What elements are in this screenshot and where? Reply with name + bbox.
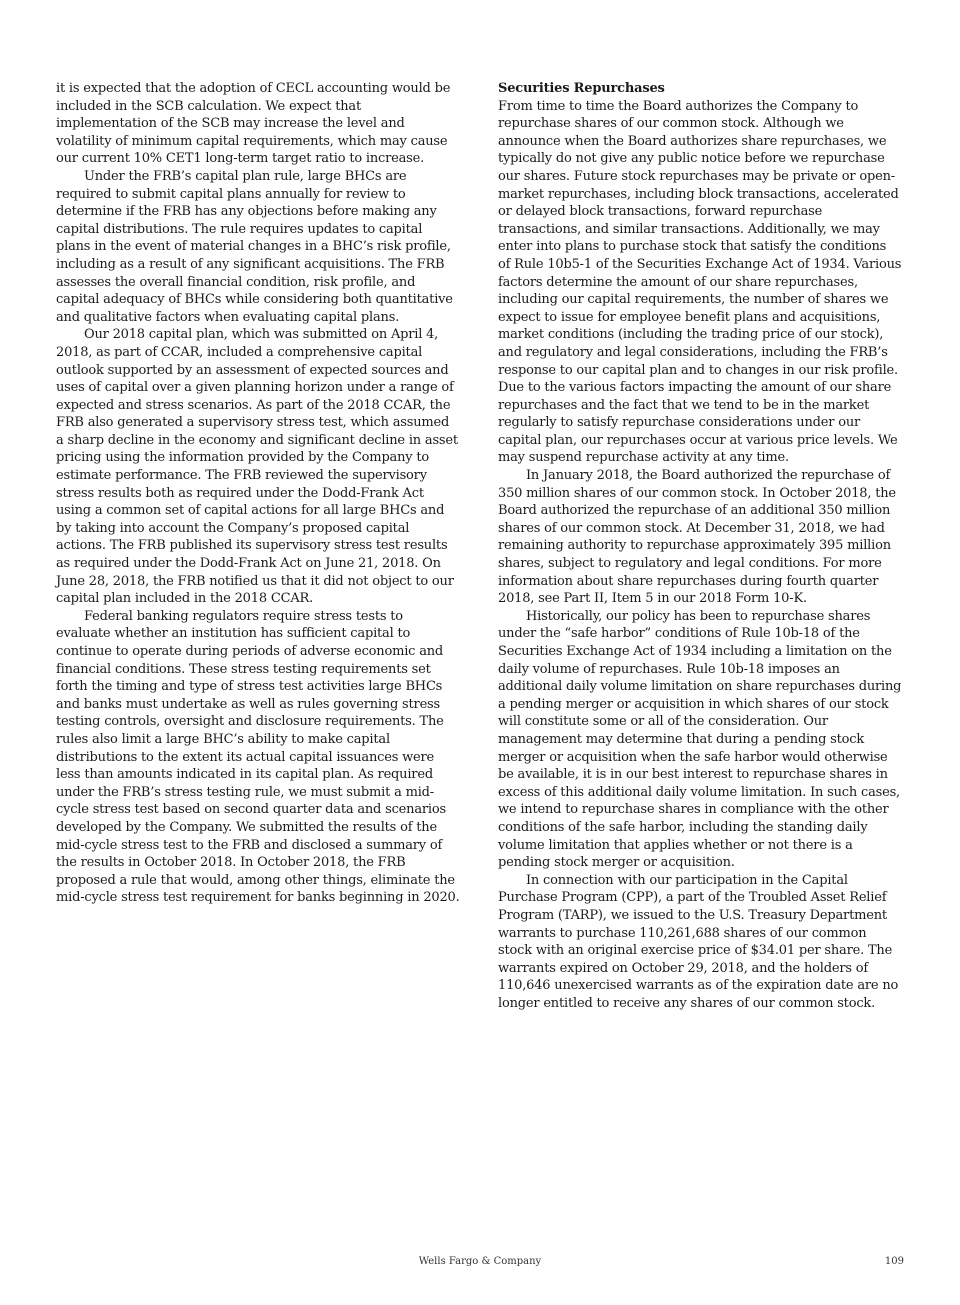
right-paragraph-3: Historically, our policy has been to repurchase shares under the “safe harbor” conditions of Rule 10b-18 of the Securities Exchange Act of 1934 including a limitation on the daily volume of repurchases. Rule 10b-18 imposes an additional daily volume limitation on share repurchases during a pending merger or acquisition in which shares of our stock will constitute some or all of the consideration. Our management may determine that during a pending stock merger or acquisition when the safe harbor would otherwise be available, it is in our best interest to repurchase shares in excess of this additional daily volume limitation. In such cases, we intend to repurchase shares in compliance with the other conditions of the safe harbor, including the standing daily volume limitation that applies whether or not there is a pending stock merger or acquisition. [498,608,902,871]
right-paragraph-2: In January 2018, the Board authorized the repurchase of 350 million shares of our common stock. In October 2018, the Board authorized the repurchase of an additional 350 million shares of our common stock. At December 31, 2018, we had remaining authority to repurchase approximately 395 million shares, subject to regulatory and legal conditions. For more information about share repurchases during fourth quarter 2018, see Part II, Item 5 in our 2018 Form 10-K. [498,468,896,607]
section-heading: Securities Repurchases [498,81,665,96]
footer-company-name: Wells Fargo & Company [418,1256,542,1267]
left-paragraph-1: it is expected that the adoption of CECL accounting would be included in the SCB calculation. We expect that implementation of the SCB may increase the level and volatility of minimum capital requirements, which may cause our current 10% CET1 long-term target ratio to increase. [56,81,451,167]
left-paragraph-2: Under the FRB’s capital plan rule, large BHCs are required to submit capital plans annually for review to determine if the FRB has any objections before making any capital distributions. The rule requires updates to capital plans in the event of material changes in a BHC’s risk profile, including as a result of any significant acquisitions. The FRB assesses the overall financial condition, risk profile, and capital adequacy of BHCs while considering both quantitative and qualitative factors when evaluating capital plans. [56,168,453,325]
page-number: 109 [884,1256,904,1267]
left-column [56,80,460,907]
right-paragraph-4: In connection with our participation in the Capital Purchase Program (CPP), a part of the Troubled Asset Relief Program (TARP), we issued to the U.S. Treasury Department warrants to purchase 110,261,688 shares of our common stock with an original exercise price of $34.01 per share. The warrants expired on October 29, 2018, and the holders of 110,646 unexercised warrants as of the expiration date are no longer entitled to receive any shares of our common stock. [498,872,899,1011]
left-paragraph-3: Our 2018 capital plan, which was submitted on April 4, 2018, as part of CCAR, included a comprehensive capital outlook supported by an assessment of expected sources and uses of capital over a given planning horizon under a range of expected and stress scenarios. As part of the 2018 CCAR, the FRB also generated a supervisory stress test, which assumed a sharp decline in the economy and significant decline in asset pricing using the information provided by the Company to estimate performance. The FRB reviewed the supervisory stress results both as required under the Dodd-Frank Act using a common set of capital actions for all large BHCs and by taking into account the Company’s proposed capital actions. The FRB published its supervisory stress test results as required under the Dodd-Frank Act on June 21, 2018. On June 28, 2018, the FRB notified us that it did not object to our capital plan included in the 2018 CCAR. [56,327,458,607]
left-paragraph-4: Federal banking regulators require stress tests to evaluate whether an institution has sufficient capital to continue to operate during periods of adverse economic and financial conditions. These stress testing requirements set forth the timing and type of stress test activities large BHCs and banks must undertake as well as rules governing stress testing controls, oversight and disclosure requirements. The rules also limit a large BHC’s ability to make capital distributions to the extent its actual capital issuances were less than amounts indicated in its capital plan. As required under the FRB’s stress testing rule, we must submit a mid-cycle stress test based on second quarter data and scenarios developed by the Company. We submitted the results of the mid-cycle stress test to the FRB and disclosed a summary of the results in October 2018. In October 2018, the FRB proposed a rule that would, among other things, eliminate the mid-cycle stress test requirement for banks beginning in 2020. [56,608,460,906]
right-column [498,80,902,1012]
right-paragraph-1: From time to time the Board authorizes the Company to repurchase shares of our common stock. Although we announce when the Board authorizes share repurchases, we typically do not give any public notice before we repurchase our shares. Future stock repurchases may be private or open-market repurchases, including block transactions, accelerated or delayed block transactions, forward repurchase transactions, and similar transactions. Additionally, we may enter into plans to purchase stock that satisfy the conditions of Rule 10b5-1 of the Securities Exchange Act of 1934. Various factors determine the amount of our share repurchases, including our capital requirements, the number of shares we expect to issue for employee benefit plans and acquisitions, market conditions (including the trading price of our stock), and regulatory and legal considerations, including the FRB’s response to our capital plan and to changes in our risk profile. Due to the various factors impacting the amount of our share repurchases and the fact that we tend to be in the market regularly to satisfy repurchase considerations under our capital plan, our repurchases occur at various price levels. We may suspend repurchase activity at any time. [498,98,902,466]
